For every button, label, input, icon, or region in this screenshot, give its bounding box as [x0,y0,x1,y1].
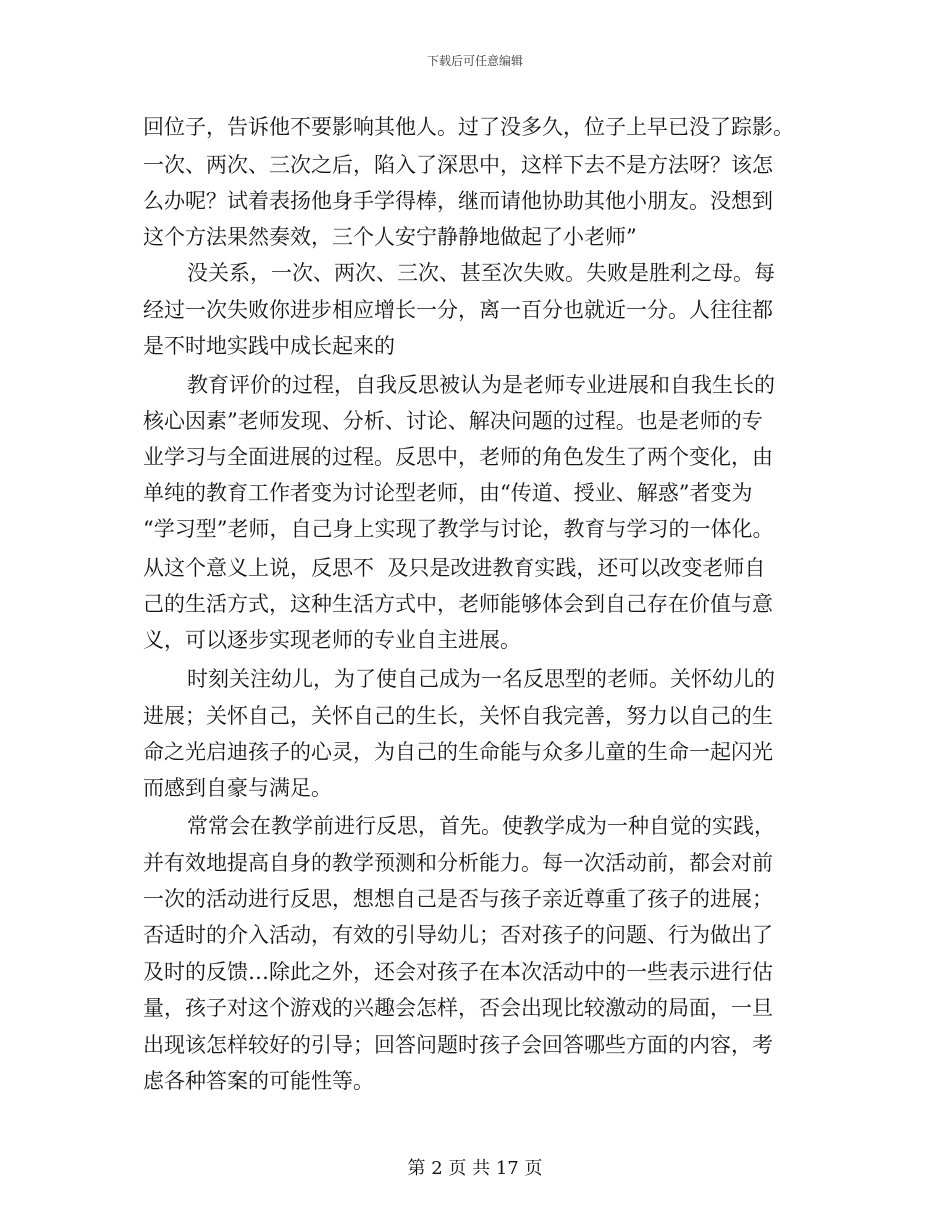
body-line: 单纯的教育工作者变为讨论型老师，由“传道、授业、解惑”者变为 [143,481,753,505]
body-line: “学习型”老师，自己身上实现了教学与讨论，教育与学习的一体化。 [143,517,774,541]
page-number-footer: 第 2 页 共 17 页 [407,1158,543,1179]
body-line: 及时的反馈…除此之外，还会对孩子在本次活动中的一些表示进行估 [143,960,773,984]
body-line: 一次的活动进行反思，想想自己是否与孩子亲近尊重了孩子的进展； [143,887,773,911]
body-line: 否适时的介入活动，有效的引导幼儿；否对孩子的问题、行为做出了 [143,923,773,947]
body-line: 虑各种答案的可能性等。 [143,1069,374,1093]
body-line: 量，孩子对这个游戏的兴趣会怎样，否会出现比较激动的局面，一旦 [143,996,773,1020]
body-line: 经过一次失败你进步相应增长一分，离一百分也就近一分。人往往都 [143,298,773,322]
body-line: 一次、两次、三次之后，陷入了深思中，这样下去不是方法呀？该怎 [143,153,773,177]
body-line: 教育评价的过程，自我反思被认为是老师专业进展和自我生长的 [187,373,775,397]
body-line: 从这个意义上说，反思不 及只是改进教育实践，还可以改变老师自 [143,556,766,580]
page-header: 下载后可任意编辑 [426,54,523,68]
body-line: 出现该怎样较好的引导；回答问题时孩子会回答哪些方面的内容，考 [143,1033,773,1057]
body-line: 而感到自豪与满足。 [143,776,332,800]
body-line: 己的生活方式，这种生活方式中，老师能够体会到自己存在价值与意 [143,592,773,616]
body-line: 回位子，告诉他不要影响其他人。过了没多久，位子上早已没了踪影。 [143,115,794,139]
body-line: 并有效地提高自身的教学预测和分析能力。每一次活动前，都会对前 [143,851,773,875]
body-line: 业学习与全面进展的过程。反思中，老师的角色发生了两个变化，由 [143,445,773,469]
body-line: 么办呢？试着表扬他身手学得棒，继而请他协助其他小朋友。没想到 [143,189,773,213]
body-line: 进展；关怀自己，关怀自己的生长，关怀自我完善，努力以自己的生 [143,704,773,728]
body-line: 义，可以逐步实现老师的专业自主进展。 [143,628,521,652]
body-line: 命之光启迪孩子的心灵，为自己的生命能与众多儿童的生命一起闪光 [143,740,773,764]
body-line: 这个方法果然奏效，三个人安宁静静地做起了小老师” [143,225,637,249]
body-line: 是不时地实践中成长起来的 [143,334,395,358]
body-line: 时刻关注幼儿，为了使自己成为一名反思型的老师。关怀幼儿的 [187,667,775,691]
body-line: 常常会在教学前进行反思，首先。使教学成为一种自觉的实践， [187,814,775,838]
body-line: 核心因素”老师发现、分析、讨论、解决问题的过程。也是老师的专 [143,409,763,433]
body-line: 没关系，一次、两次、三次、甚至次失败。失败是胜利之母。每 [187,261,775,285]
